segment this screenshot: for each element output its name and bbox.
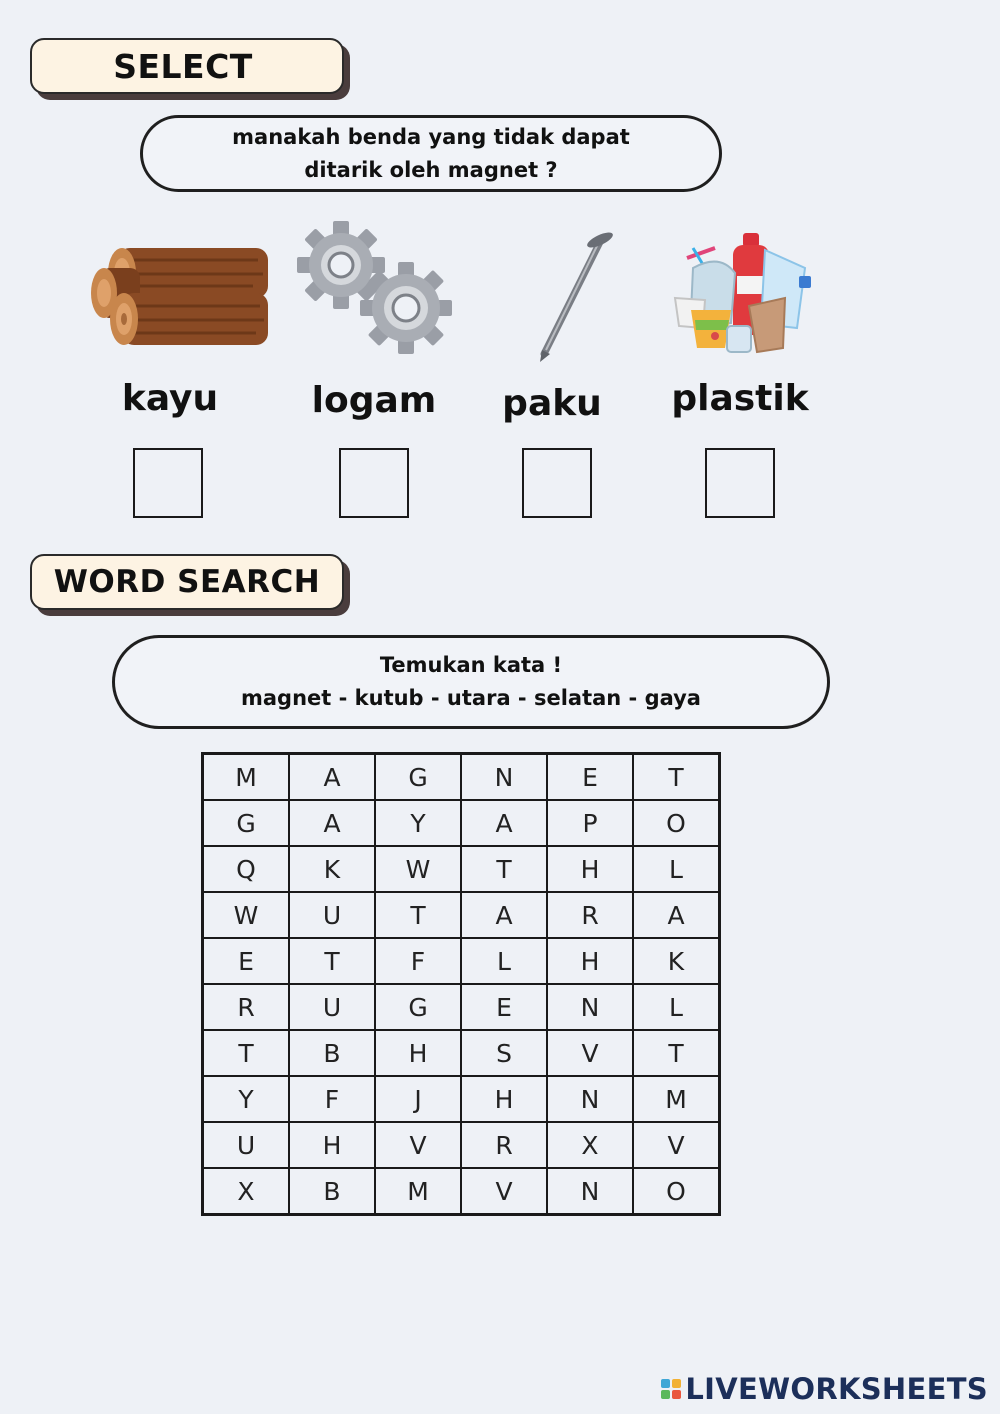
grid-cell[interactable]: R <box>547 892 633 938</box>
grid-cell[interactable]: H <box>547 846 633 892</box>
grid-row <box>203 938 720 984</box>
grid-cell[interactable]: X <box>203 1168 290 1215</box>
grid-row <box>203 892 720 938</box>
grid-cell[interactable]: F <box>375 938 461 984</box>
grid-cell[interactable]: T <box>289 938 375 984</box>
grid-cell[interactable]: H <box>375 1030 461 1076</box>
grid-cell[interactable]: N <box>547 1168 633 1215</box>
grid-cell[interactable]: T <box>633 1030 720 1076</box>
grid-cell[interactable]: H <box>461 1076 547 1122</box>
grid-cell[interactable]: B <box>289 1168 375 1215</box>
grid-cell[interactable]: R <box>203 984 290 1030</box>
liveworksheets-icon <box>661 1379 681 1399</box>
grid-cell[interactable]: N <box>461 754 547 801</box>
grid-cell[interactable]: E <box>203 938 290 984</box>
grid-row <box>203 1076 720 1122</box>
word-search-section-title: WORD SEARCH <box>30 554 344 610</box>
grid-cell[interactable]: U <box>289 892 375 938</box>
option-label-plastik: plastik <box>671 378 809 419</box>
checkbox-plastik[interactable] <box>705 448 775 518</box>
grid-cell[interactable]: O <box>633 1168 720 1215</box>
grid-cell[interactable]: Y <box>375 800 461 846</box>
checkbox-paku[interactable] <box>522 448 592 518</box>
grid-cell[interactable]: N <box>547 984 633 1030</box>
grid-cell[interactable]: X <box>547 1122 633 1168</box>
grid-cell[interactable]: V <box>375 1122 461 1168</box>
grid-cell[interactable]: M <box>375 1168 461 1215</box>
brand-text: LIVEWORKSHEETS <box>685 1372 988 1406</box>
grid-cell[interactable]: P <box>547 800 633 846</box>
grid-cell[interactable]: A <box>461 892 547 938</box>
grid-cell[interactable]: A <box>461 800 547 846</box>
grid-row <box>203 800 720 846</box>
option-label-kayu: kayu <box>121 378 219 419</box>
grid-cell[interactable]: Q <box>203 846 290 892</box>
grid-row <box>203 846 720 892</box>
wood-logs-icon <box>88 238 273 358</box>
word-search-grid <box>201 752 721 1216</box>
grid-cell[interactable]: F <box>289 1076 375 1122</box>
checkbox-kayu[interactable] <box>133 448 203 518</box>
question-line-2: ditarik oleh magnet ? <box>304 157 558 182</box>
grid-cell[interactable]: W <box>375 846 461 892</box>
instruction-line-2: magnet - kutub - utara - selatan - gaya <box>241 686 701 710</box>
word-search-instructions <box>112 635 830 729</box>
grid-cell[interactable]: L <box>633 846 720 892</box>
grid-cell[interactable]: T <box>375 892 461 938</box>
instruction-line-1: Temukan kata ! <box>379 653 563 677</box>
grid-cell[interactable]: O <box>633 800 720 846</box>
grid-cell[interactable]: N <box>547 1076 633 1122</box>
grid-cell[interactable]: V <box>461 1168 547 1215</box>
grid-cell[interactable]: L <box>461 938 547 984</box>
grid-cell[interactable]: K <box>289 846 375 892</box>
plastic-waste-icon <box>665 228 815 363</box>
grid-cell[interactable]: V <box>633 1122 720 1168</box>
grid-cell[interactable]: U <box>203 1122 290 1168</box>
grid-cell[interactable]: B <box>289 1030 375 1076</box>
grid-cell[interactable]: M <box>203 754 290 801</box>
grid-cell[interactable]: J <box>375 1076 461 1122</box>
grid-row <box>203 754 720 801</box>
grid-cell[interactable]: U <box>289 984 375 1030</box>
grid-cell[interactable]: L <box>633 984 720 1030</box>
grid-cell[interactable]: H <box>547 938 633 984</box>
option-label-logam: logam <box>311 380 437 421</box>
grid-cell[interactable]: Y <box>203 1076 290 1122</box>
grid-cell[interactable]: A <box>633 892 720 938</box>
select-question <box>140 115 722 192</box>
select-section-title: SELECT <box>30 38 344 94</box>
grid-cell[interactable]: M <box>633 1076 720 1122</box>
grid-cell[interactable]: G <box>375 984 461 1030</box>
grid-row <box>203 1030 720 1076</box>
option-label-paku: paku <box>502 383 602 424</box>
question-line-1: manakah benda yang tidak dapat <box>232 124 630 149</box>
grid-cell[interactable]: H <box>289 1122 375 1168</box>
liveworksheets-logo <box>661 1372 988 1406</box>
grid-cell[interactable]: E <box>461 984 547 1030</box>
grid-cell[interactable]: E <box>547 754 633 801</box>
nail-icon <box>532 228 618 366</box>
grid-cell[interactable]: A <box>289 800 375 846</box>
grid-row <box>203 1122 720 1168</box>
grid-row <box>203 984 720 1030</box>
grid-cell[interactable]: S <box>461 1030 547 1076</box>
grid-cell[interactable]: V <box>547 1030 633 1076</box>
grid-cell[interactable]: T <box>633 754 720 801</box>
grid-cell[interactable]: K <box>633 938 720 984</box>
grid-cell[interactable]: R <box>461 1122 547 1168</box>
grid-cell[interactable]: G <box>203 800 290 846</box>
grid-cell[interactable]: T <box>461 846 547 892</box>
grid-cell[interactable]: A <box>289 754 375 801</box>
grid-cell[interactable]: G <box>375 754 461 801</box>
grid-cell[interactable]: T <box>203 1030 290 1076</box>
grid-cell[interactable]: W <box>203 892 290 938</box>
metal-gears-icon <box>296 220 456 356</box>
checkbox-logam[interactable] <box>339 448 409 518</box>
grid-row <box>203 1168 720 1215</box>
